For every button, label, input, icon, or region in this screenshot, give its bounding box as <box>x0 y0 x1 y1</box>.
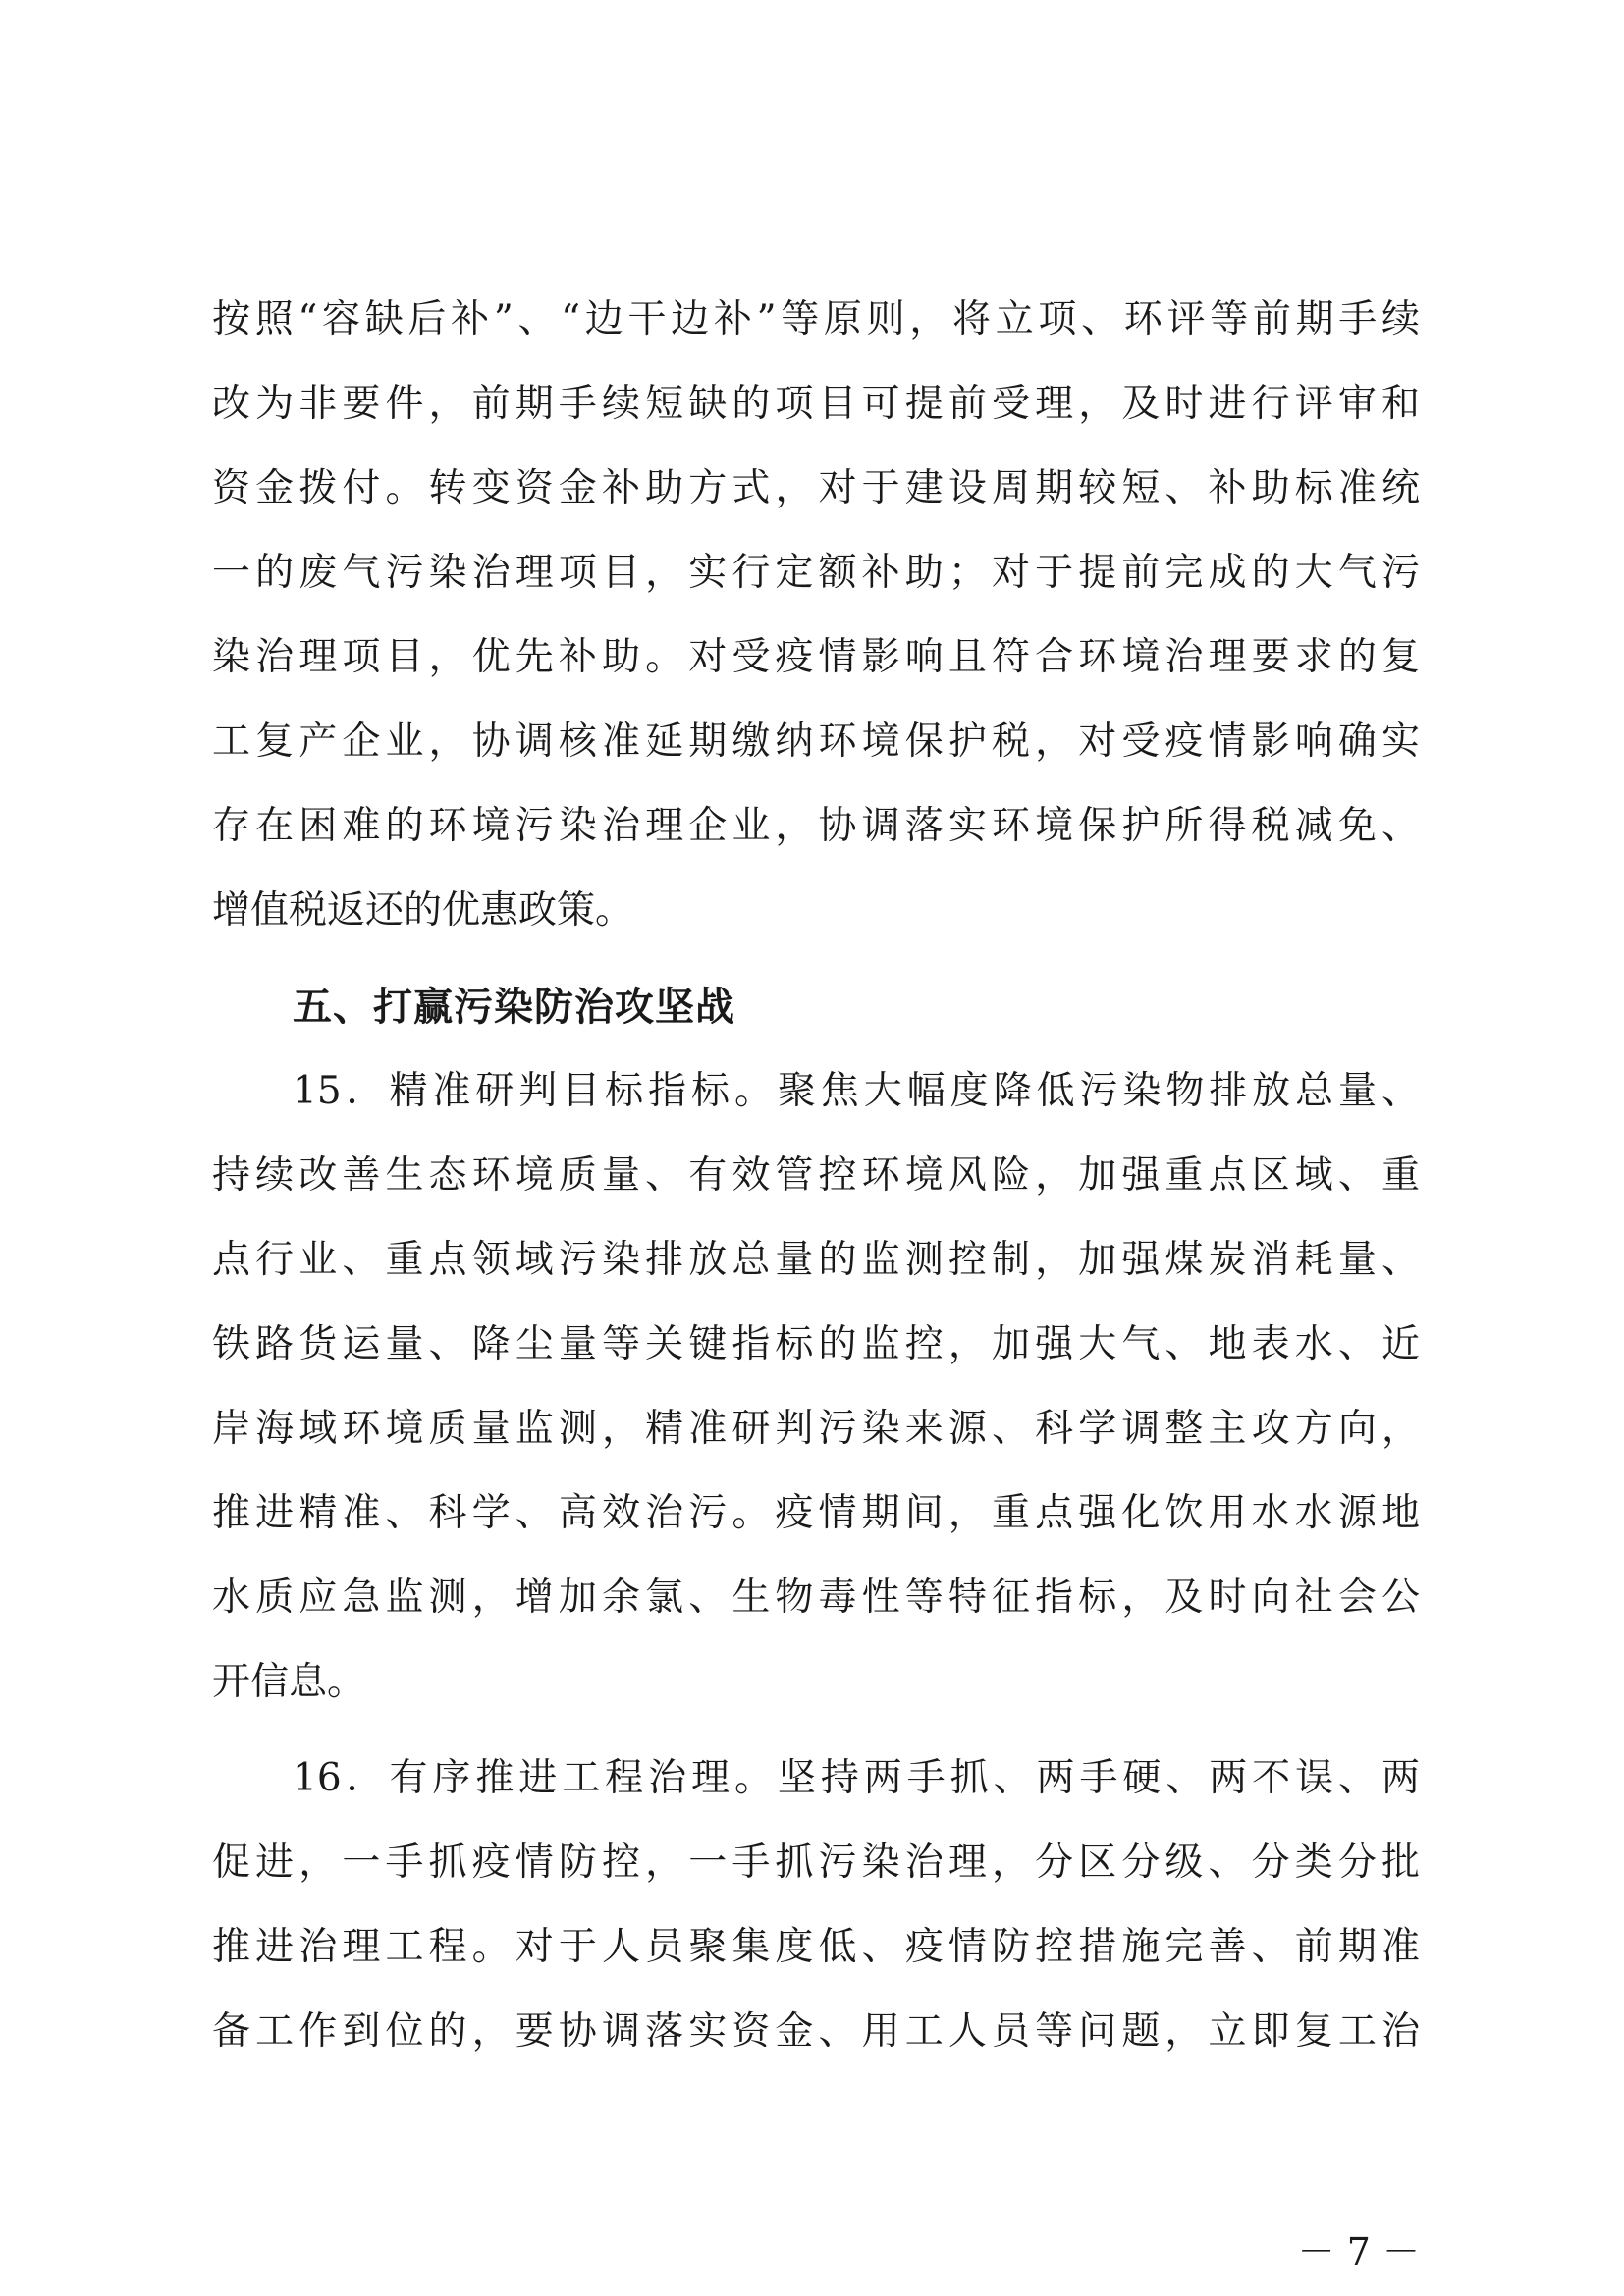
body-text-line: 按照“容缺后补”、“边干边补”等原则，将立项、环评等前期手续 <box>212 297 1420 342</box>
body-text-line: 16．有序推进工程治理。坚持两手抓、两手硬、两不误、两 <box>293 1756 1420 1800</box>
body-text-line: 增值税返还的优惠政策。 <box>212 888 634 933</box>
body-text-line: 资金拨付。转变资金补助方式，对于建设周期较短、补助标准统 <box>212 466 1420 510</box>
body-text-line: 染治理项目，优先补助。对受疫情影响且符合环境治理要求的复 <box>212 635 1420 679</box>
body-text-line: 存在困难的环境污染治理企业，协调落实环境保护所得税减免、 <box>212 804 1420 848</box>
body-text-line: 推进治理工程。对于人员聚集度低、疫情防控措施完善、前期准 <box>212 1925 1420 1969</box>
body-text-line: 改为非要件，前期手续短缺的项目可提前受理，及时进行评审和 <box>212 382 1420 426</box>
body-text-line: 铁路货运量、降尘量等关键指标的监控，加强大气、地表水、近 <box>212 1322 1420 1366</box>
body-text-line: 点行业、重点领域污染排放总量的监测控制，加强煤炭消耗量、 <box>212 1238 1420 1282</box>
section-heading: 五、打赢污染防治攻坚战 <box>293 985 735 1030</box>
body-text-line: 一的废气污染治理项目，实行定额补助；对于提前完成的大气污 <box>212 551 1420 595</box>
page-number: － 7 － <box>1297 2230 1420 2273</box>
body-text-line: 开信息。 <box>212 1660 366 1704</box>
body-text-line: 水质应急监测，增加余氯、生物毒性等特征指标，及时向社会公 <box>212 1575 1420 1620</box>
body-text-line: 工复产企业，协调核准延期缴纳环境保护税，对受疫情影响确实 <box>212 720 1420 764</box>
body-text-line: 岸海域环境质量监测，精准研判污染来源、科学调整主攻方向， <box>212 1407 1420 1451</box>
body-text-line: 持续改善生态环境质量、有效管控环境风险，加强重点区域、重 <box>212 1153 1420 1198</box>
body-text-line: 备工作到位的，要协调落实资金、用工人员等问题，立即复工治 <box>212 2009 1420 2054</box>
body-text-line: 推进精准、科学、高效治污。疫情期间，重点强化饮用水水源地 <box>212 1491 1420 1535</box>
body-text-line: 15．精准研判目标指标。聚焦大幅度降低污染物排放总量、 <box>293 1069 1420 1113</box>
body-text-line: 促进，一手抓疫情防控，一手抓污染治理，分区分级、分类分批 <box>212 1841 1420 1885</box>
